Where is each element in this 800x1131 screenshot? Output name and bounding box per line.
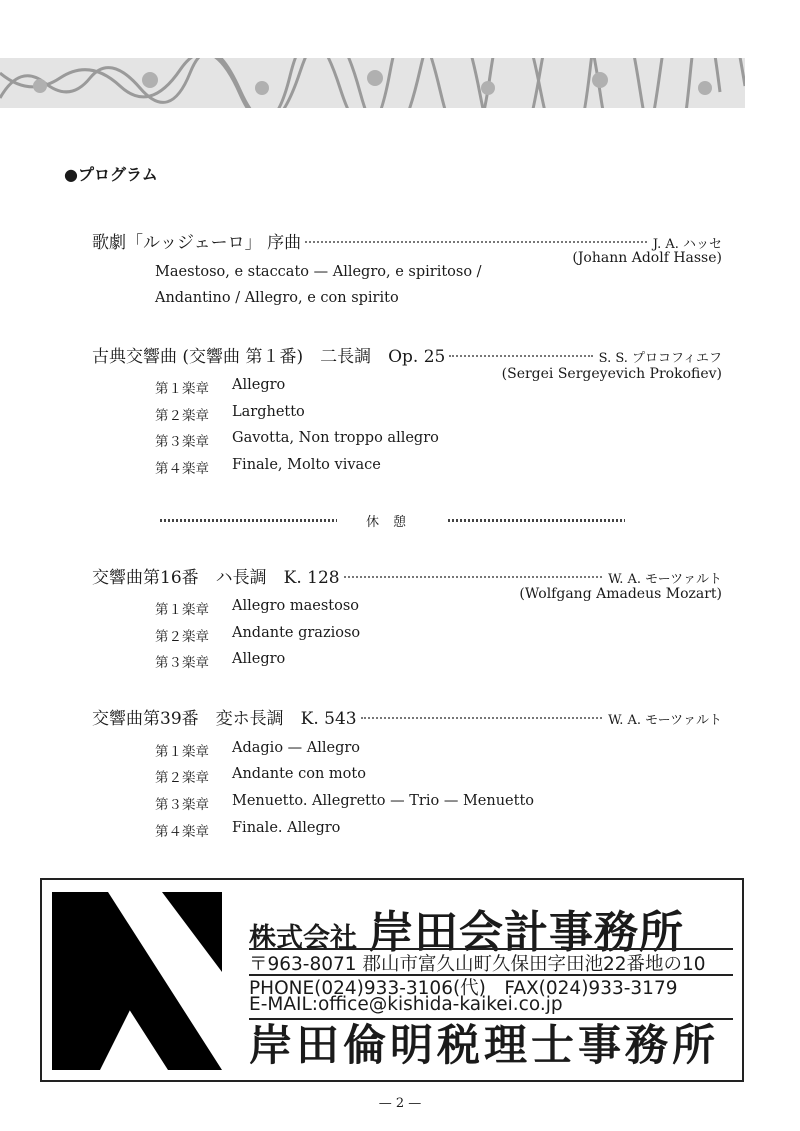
movement-row	[155, 598, 359, 618]
movement-name: Finale, Molto vivace	[232, 457, 381, 473]
composer-original-name: (Sergei Sergeyevich Prokofiev)	[501, 366, 722, 382]
movement-label: 第１楽章	[155, 744, 209, 760]
page-number: — 2 —	[378, 1096, 422, 1111]
movement-label: 第３楽章	[155, 655, 209, 671]
piece-title-row	[92, 563, 722, 588]
movement-row	[155, 404, 305, 424]
movement-name: Andante con moto	[232, 766, 366, 782]
company-address: 〒963-8071 郡山市富久山町久保田字田池22番地の10	[249, 954, 706, 975]
company-logo	[50, 892, 222, 1070]
movement-row	[155, 766, 366, 786]
movement-label: 第３楽章	[155, 797, 209, 813]
movement-name: Allegro	[232, 377, 286, 393]
movement-label: 第４楽章	[155, 824, 209, 840]
movement-name: Allegro	[232, 651, 286, 667]
composer-name: W. A. モーツァルト	[608, 713, 722, 728]
movement-label: 第２楽章	[155, 629, 209, 645]
movement-row	[155, 377, 285, 397]
tempo-line: Andantino / Allegro, e con spirito	[155, 290, 399, 306]
movement-label: 第２楽章	[155, 408, 209, 424]
composer-name: W. A. モーツァルト	[608, 572, 722, 587]
decorative-banner	[0, 58, 745, 108]
piece-title: 交響曲第39番 変ホ長調 K. 543	[92, 709, 357, 729]
movement-row	[155, 820, 340, 840]
movement-name: Andante grazioso	[232, 625, 361, 641]
company-prefix: 株式会社	[249, 923, 357, 954]
composer-name: S. S. プロコフィエフ	[598, 351, 722, 366]
movement-row	[155, 430, 439, 450]
piece-title-row	[92, 704, 722, 729]
tax-office-name: 岸田倫明税理士事務所	[249, 1021, 719, 1071]
divider-ornament-right	[448, 519, 625, 522]
piece-title: 歌劇「ルッジェーロ」 序曲	[92, 233, 302, 253]
program-heading: ●プログラム	[64, 165, 158, 184]
movement-label: 第４楽章	[155, 461, 209, 477]
leader-dots	[361, 717, 603, 719]
movement-name: Larghetto	[232, 404, 305, 420]
tempo-line: Maestoso, e staccato — Allegro, e spiritoso /	[155, 264, 482, 280]
piece-title: 古典交響曲 (交響曲 第１番) 二長調 Op. 25	[92, 347, 446, 367]
movement-name: Adagio — Allegro	[232, 740, 361, 756]
movement-row	[155, 651, 285, 671]
movement-label: 第３楽章	[155, 434, 209, 450]
divider-ornament-left	[160, 519, 337, 522]
movement-row	[155, 740, 360, 760]
piece-title: 交響曲第16番 ハ長調 K. 128	[92, 568, 340, 588]
composer-original-name: (Wolfgang Amadeus Mozart)	[519, 586, 722, 602]
leader-dots	[305, 241, 647, 243]
movement-label: 第１楽章	[155, 602, 209, 618]
composer-name: J. A. ハッセ	[652, 237, 722, 252]
intermission-label: 休憩	[365, 515, 420, 530]
composer-original-name: (Johann Adolf Hasse)	[572, 250, 722, 266]
sponsor-advertisement	[40, 878, 744, 1082]
movement-label: 第２楽章	[155, 770, 209, 786]
movement-name: Finale. Allegro	[232, 820, 341, 836]
intermission-divider	[160, 512, 625, 528]
movement-row	[155, 457, 381, 477]
movement-name: Gavotta, Non troppo allegro	[232, 430, 439, 446]
movement-row	[155, 625, 360, 645]
leader-dots	[449, 355, 592, 357]
movement-row	[155, 793, 534, 813]
company-email: E-MAIL:office@kishida-kaikei.co.jp	[249, 994, 563, 1015]
movement-name: Menuetto. Allegretto — Trio — Menuetto	[232, 793, 535, 809]
piece-title-row	[92, 342, 722, 367]
company-phone-fax: PHONE(024)933-3106(代) FAX(024)933-3179	[249, 978, 678, 999]
company-name: 岸田会計事務所	[369, 907, 684, 958]
leader-dots	[344, 576, 603, 578]
movement-name: Allegro maestoso	[232, 598, 360, 614]
movement-label: 第１楽章	[155, 381, 209, 397]
